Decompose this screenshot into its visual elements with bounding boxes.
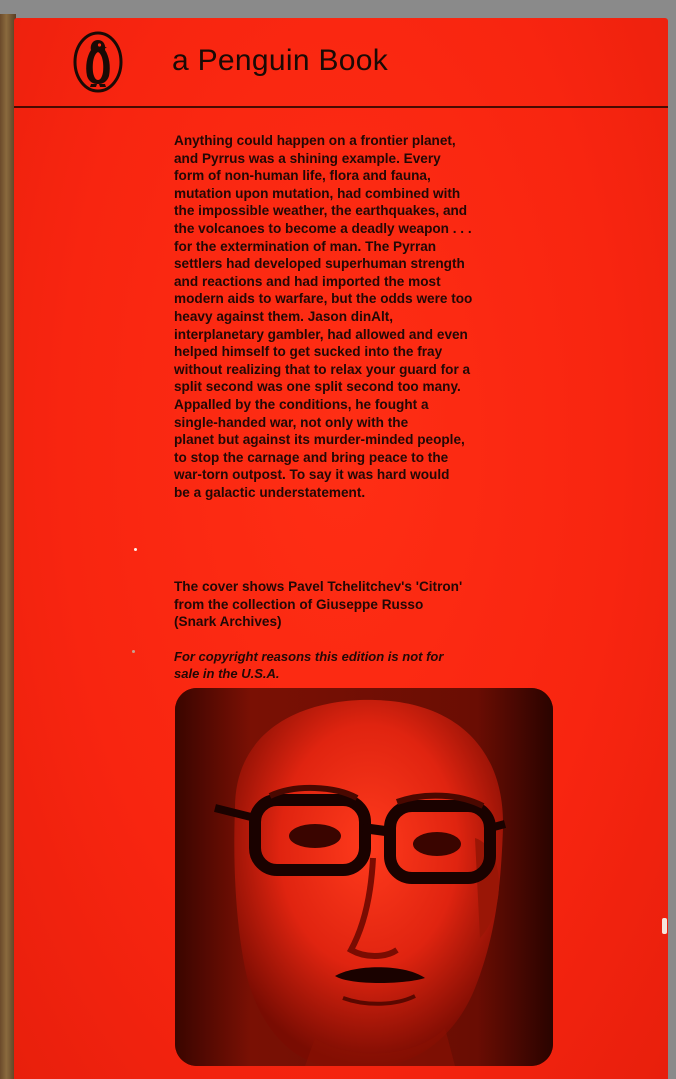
blurb-line: interplanetary gambler, had allowed and even <box>174 326 468 342</box>
credit-line: from the collection of Giuseppe Russo <box>174 596 424 612</box>
copyright-notice <box>174 648 544 682</box>
cover-panel <box>14 18 668 1079</box>
blurb-line: heavy against them. Jason dinAlt, <box>174 308 394 324</box>
blurb-line: planet but against its murder-minded people, <box>174 432 465 448</box>
blurb-line: and Pyrrus was a shining example. Every <box>174 150 441 166</box>
blurb-line: form of non-human life, flora and fauna, <box>174 168 431 184</box>
cover-credit <box>174 578 544 631</box>
paper-wear-mark <box>662 918 667 934</box>
blurb-line: settlers had developed superhuman strength <box>174 256 465 272</box>
blurb-line: modern aids to warfare, but the odds were too <box>174 291 473 307</box>
blurb-line: for the extermination of man. The Pyrran <box>174 238 437 254</box>
brand-title: a Penguin Book <box>172 44 389 77</box>
blurb-line: and reactions and had imported the most <box>174 273 441 289</box>
credit-line: The cover shows Pavel Tchelitchev's 'Citron' <box>174 579 463 594</box>
blurb-line: be a galactic understatement. <box>174 484 366 500</box>
paper-speck <box>132 650 135 653</box>
blurb-text <box>174 132 544 501</box>
author-photo <box>175 688 553 1066</box>
blurb-line: without realizing that to relax your guard for a <box>174 361 471 377</box>
blurb-line: Appalled by the conditions, he fought a <box>174 396 429 412</box>
blurb-line: to stop the carnage and bring peace to the <box>174 449 449 465</box>
blurb-line: war-torn outpost. To say it was hard would <box>174 467 450 483</box>
blurb-line: single-handed war, not only with the <box>174 414 409 430</box>
blurb-line: mutation upon mutation, had combined with <box>174 185 461 201</box>
header-band <box>14 18 668 108</box>
blurb-line: the impossible weather, the earthquakes, and <box>174 203 468 219</box>
blurb-line: Anything could happen on a frontier planet, <box>174 133 456 148</box>
credit-line: (Snark Archives) <box>174 614 282 630</box>
blurb-line: split second was one split second too many. <box>174 379 461 395</box>
blurb-line: helped himself to get sucked into the fray <box>174 344 443 360</box>
blurb-line: the volcanoes to become a deadly weapon . . . <box>174 220 472 236</box>
penguin-icon <box>72 30 124 94</box>
notice-line: For copyright reasons this edition is not for <box>174 649 444 664</box>
notice-line: sale in the U.S.A. <box>174 666 280 681</box>
paper-speck <box>134 548 137 551</box>
